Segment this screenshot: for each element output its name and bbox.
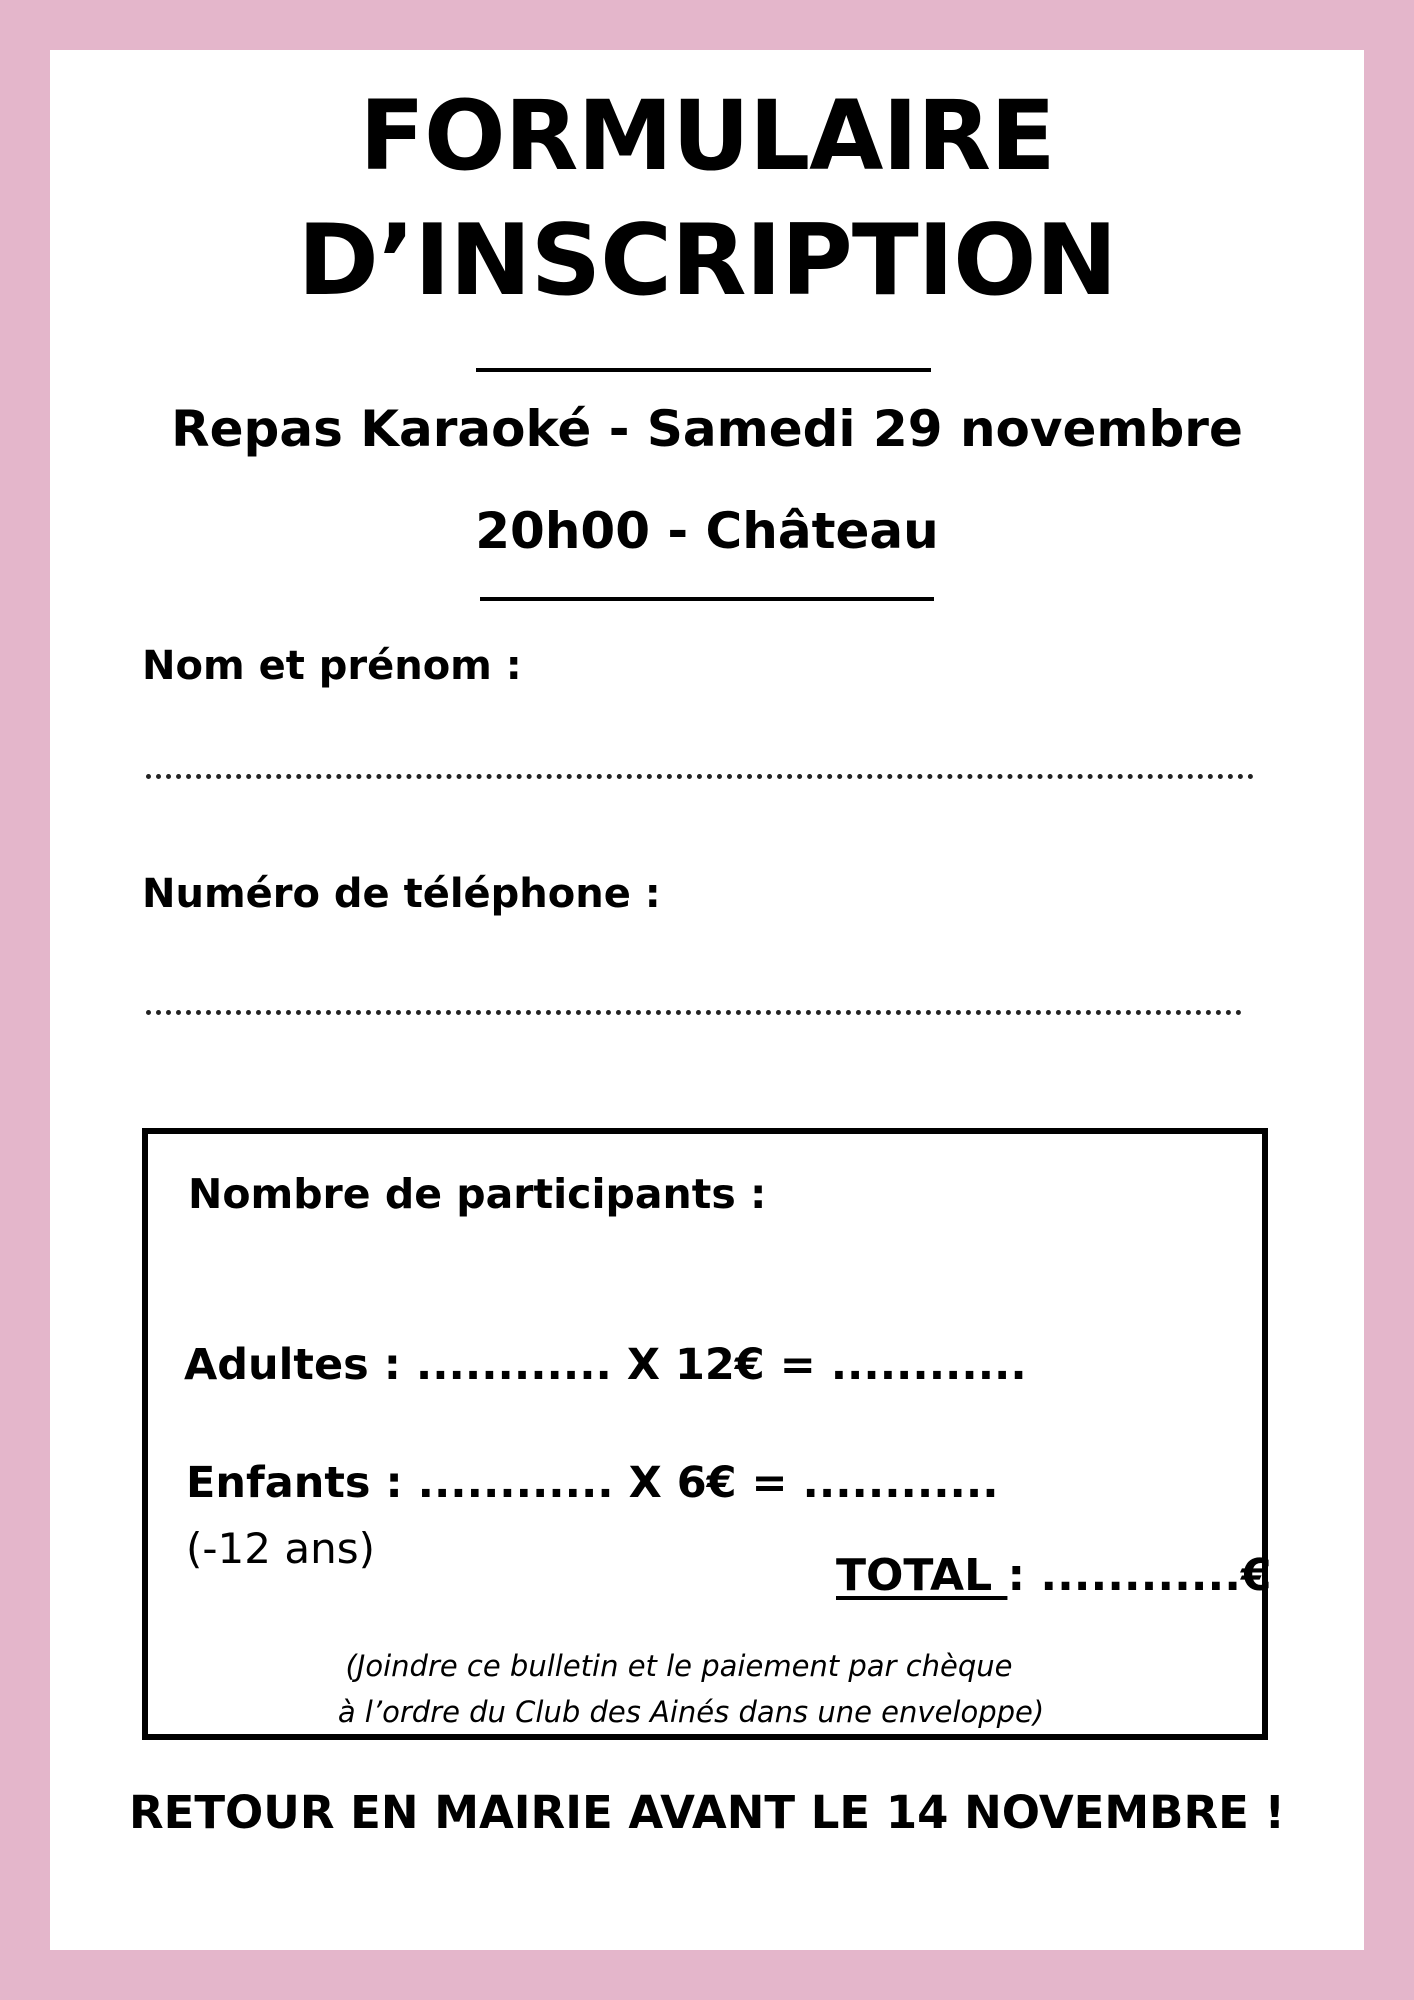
total-line[interactable] [836,1550,1272,1601]
adults-line[interactable]: Adultes : ............ X 12€ = ............ [184,1340,1027,1390]
name-label: Nom et prénom : [142,643,522,689]
payment-instruction-line-2: à l’ordre du Club des Ainés dans une enveloppe) [337,1695,1045,1729]
top-divider [476,368,931,372]
payment-instruction-line-1: (Joindre ce bulletin et le paiement par chèque [345,1649,1013,1683]
event-details-line-2: 20h00 - Château [475,502,939,560]
bottom-divider [480,597,934,601]
form-title-line-1: FORMULAIRE [359,80,1055,192]
total-value[interactable]: : ............€ [1007,1550,1272,1601]
return-deadline: RETOUR EN MAIRIE AVANT LE 14 NOVEMBRE ! [128,1786,1286,1839]
total-label: TOTAL [836,1550,1008,1601]
form-title-line-2: D’INSCRIPTION [297,204,1117,318]
participants-heading: Nombre de participants : [188,1170,767,1218]
name-field[interactable] [146,774,1254,779]
children-line[interactable]: Enfants : ............ X 6€ = ............ [186,1458,999,1508]
children-age-note: (-12 ans) [186,1524,375,1573]
phone-field[interactable] [146,1010,1242,1015]
phone-label: Numéro de téléphone : [142,871,661,917]
event-details-line-1: Repas Karaoké - Samedi 29 novembre [171,400,1243,458]
